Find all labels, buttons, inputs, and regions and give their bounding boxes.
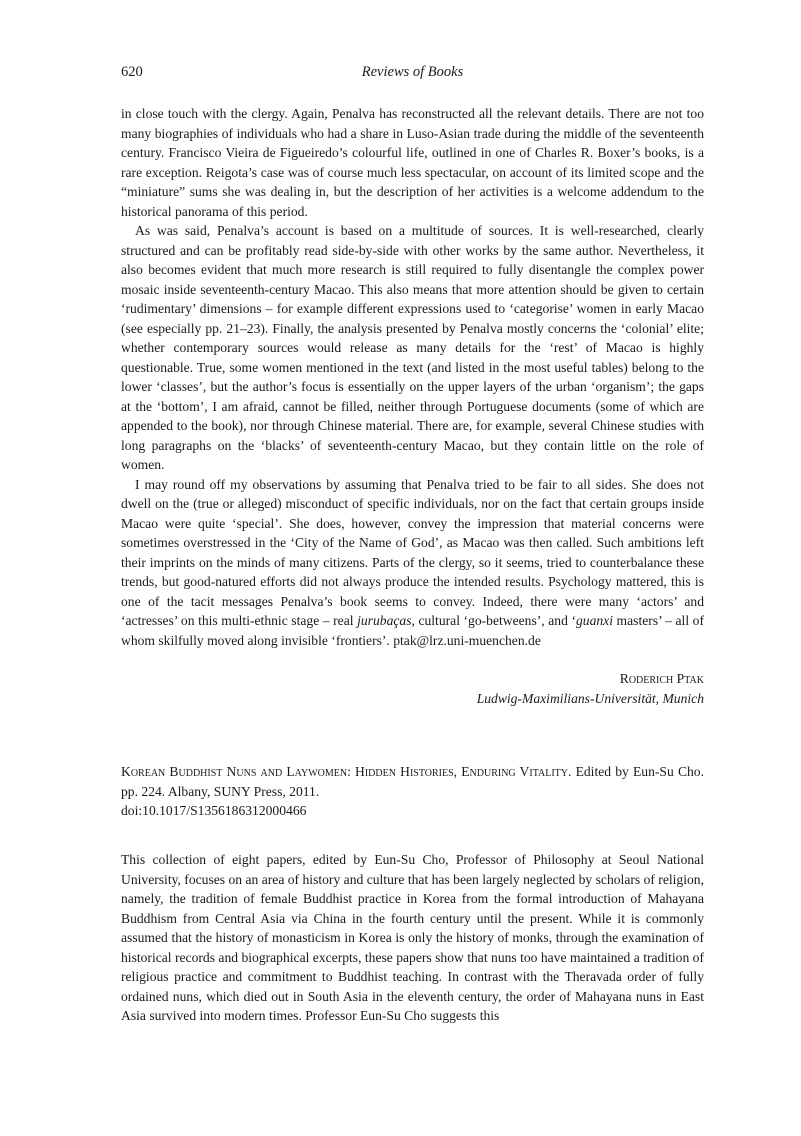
italic-term: guanxi xyxy=(575,613,613,628)
citation-line xyxy=(121,762,704,801)
page-number: 620 xyxy=(121,64,143,80)
review-paragraph-closing xyxy=(121,475,704,651)
italic-term: jurubaças xyxy=(357,613,412,628)
review-paragraph: As was said, Penalva’s account is based on a multitude of sources. It is well-researched, clearly structured and can be profitably read side-by-side with other works by the same author. Nevertheless, it also becomes evident that much more research is still required to fully disentangle the complex power mosaic inside seventeenth-century Macao. This also means that more attention should be given to certain ‘rudimentary’ dimensions – for example different expressions used to ‘categorise’ women in early Macao (see especially pp. 21–23). Finally, the analysis presented by Penalva mostly concerns the ‘colonial’ elite; whether contemporary sources would release as many details for the ‘rest’ of Macao is highly questionable. True, some women mentioned in the text (and listed in the most useful tables) belong to the lower ‘classes’, but the author’s focus is essentially on the upper layers of the urban ‘organism’; the gaps at the ‘bottom’, I am afraid, cannot be filled, neither through Portuguese documents (some of which are appended to the book), nor through Chinese material. There are, for example, several Chinese studies with long paragraphs on the ‘blacks’ of seventeenth-century Macao, but they contain little on the role of women. xyxy=(121,223,704,472)
book-citation xyxy=(121,762,704,821)
page-header xyxy=(121,64,704,86)
reviewer-affiliation: Ludwig-Maximilians-Universität, Munich xyxy=(476,690,704,706)
text-run: masters’ – all of whom skilfully moved along invisible ‘frontiers’. ptak@lrz.uni-muenchen.de xyxy=(121,613,705,648)
review-paragraph: in close touch with the clergy. Again, Penalva has reconstructed all the relevant details. There are not too many biographies of individuals who had a share in Luso-Asian trade during the middle of the seventeenth century. Francisco Vieira de Figueiredo’s colourful life, outlined in one of Charles R. Boxer’s books, is a rare exception. Reigota’s case was of course much less spectacular, on account of its limited scope and the “miniature” sums she was dealing in, but the description of her activities is a welcome addendum to the historical panorama of this period. xyxy=(121,106,704,219)
review-paragraph: This collection of eight papers, edited by Eun-Su Cho, Professor of Philosophy at Seoul National University, focuses on an area of history and culture that has been largely neglected by scholars of religion, namely, the tradition of female Buddhist practice in Korea from the formal introduction of Mahayana Buddhism from Central Asia via China in the fourth century until the present. While it is commonly assumed that the history of monasticism in Korea is only the history of monks, through the examination of historical records and biographical excerpts, these papers show that nuns too have maintained a tradition of religious practice and commitment to Buddhist teaching. In contrast with the Theravada order of fully ordained nuns, which died out in South Asia in the eleventh century, the order of Mahayana nuns in East Asia survived into modern times. Professor Eun-Su Cho suggests this xyxy=(121,852,704,1023)
running-title: Reviews of Books xyxy=(361,64,464,80)
review-body xyxy=(121,850,704,1026)
text-run: I may round off my observations by assuming that Penalva tried to be fair to all sides. She does not dwell on the (true or alleged) misconduct of specific individuals, nor on the fact that certain groups inside Macao were quite ‘special’. She does, however, convey the impression that material concerns were sometimes overstressed in the ‘City of the Name of God’, as Macao was then called. Such ambitions left their imprints on the minds of many citizens. Parts of the clergy, so it seems, tried to counterbalance these trends, but good-natured efforts did not always produce the intended results. Psychology mattered, this is one of the tacit messages Penalva’s book seems to convey. Indeed, there were many ‘actors’ and ‘actresses’ on this multi-ethnic stage – real xyxy=(121,476,704,628)
reviewer-signature xyxy=(121,669,704,708)
text-run: , cultural ‘go-betweens’, and ‘ xyxy=(411,613,576,628)
book-title: Korean Buddhist Nuns and Laywomen: Hidden Histories, Enduring Vitality. xyxy=(121,764,572,779)
citation-details: Edited by Eun-Su Cho. pp. 224. Albany, SUNY Press, 2011. xyxy=(121,764,705,799)
review-body xyxy=(121,104,704,650)
reviewer-name: Roderich Ptak xyxy=(619,671,704,686)
doi: doi:10.1017/S1356186312000466 xyxy=(121,803,307,818)
